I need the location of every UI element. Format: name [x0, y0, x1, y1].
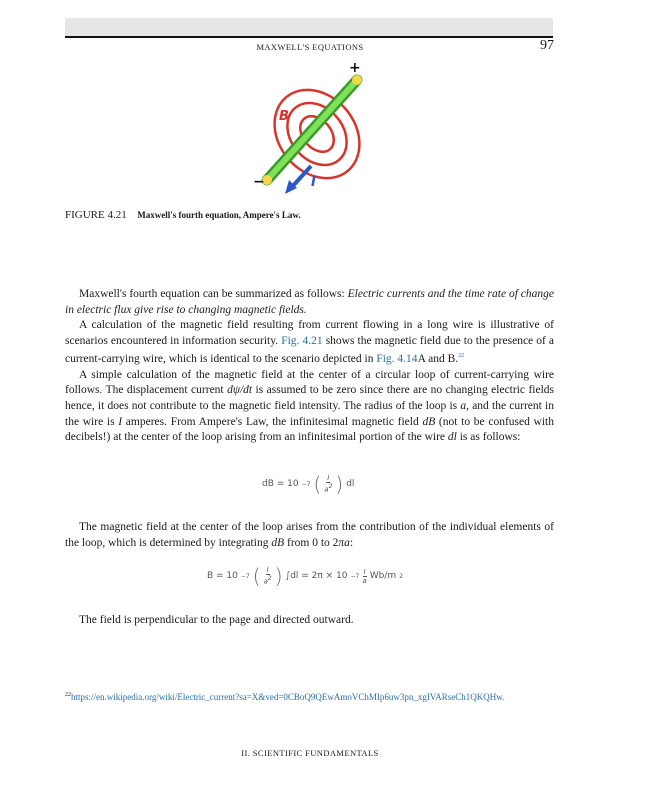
wire-tip-top: [352, 75, 362, 85]
equation-2: B = 10 −7 ( $\frac{I}{a2}$ ) ∫dl = 2π × 10 −7 $\frac{I}{a}$ Wb/m 2: [207, 564, 403, 588]
running-foot: II. SCIENTIFIC FUNDAMENTALS: [241, 748, 379, 758]
paragraph-5: The field is perpendicular to the page and directed outward.: [79, 614, 354, 626]
body-text: [65, 287, 554, 446]
paragraph-3: A simple calculation of the magnetic field at the center of a circular loop of current-carrying wire follows. The displacement current dψ/dt is assumed to be zero since there are no changing electric fields hence, it does not contribute to the magnetic field intensity. The radius of the loop is a, and the current in the wire is I amperes. From Ampere's Law, the infinitesimal magnetic field dB (not to be confused with decibels!) at the center of the loop arising from an infinitesimal portion of the wire dl is as follows:: [65, 368, 554, 444]
link-fig-4-14[interactable]: Fig. 4.14: [376, 353, 418, 366]
footnote-mark: 22: [65, 692, 71, 698]
equation-1: dB = 10 −7 ( $\frac{I}{a2}$ ) dl: [262, 472, 355, 496]
footnote-ref[interactable]: 22: [458, 353, 465, 360]
figure-label: FIGURE 4.21: [65, 209, 127, 221]
i-label: I: [311, 175, 316, 190]
footnote: [65, 688, 554, 705]
minus-label: −: [253, 174, 265, 190]
footnote-link[interactable]: https://en.wikipedia.org/wiki/Electric_current?sa=X&ved=0CBoQ9QEwAmoVChMIp6uw3pn_xgIVARseCh1QKQHw.: [71, 692, 505, 702]
paragraph-1: Maxwell's fourth equation can be summarized as follows: Electric currents and the time rate of change in electric flux give rise to changing magnetic fields.: [65, 288, 555, 316]
header-bar: [65, 18, 553, 36]
figure-caption-text: Maxwell's fourth equation, Ampere's Law.: [137, 210, 301, 220]
link-fig-4-21[interactable]: Fig. 4.21: [281, 334, 323, 347]
paragraph-2: A calculation of the magnetic field resulting from current flowing in a long wire is illustrative of scenarios encountered in information security. Fig. 4.21 shows the magnetic field due to the presence of a current-carrying wire, which is identical to the scenario depicted in Fig. 4.14A and B.$^{22}$: [65, 319, 555, 366]
header-rule: [65, 36, 553, 38]
running-head: MAXWELL'S EQUATIONS: [256, 42, 364, 52]
figure-caption: [65, 209, 301, 221]
paragraph-4: The magnetic field at the center of the loop arises from the contribution of the individual elements of the loop, which is determined by integrating dB from 0 to 2πa:: [65, 521, 554, 549]
page-number: 97: [540, 38, 554, 53]
plus-label: +: [349, 62, 361, 76]
figure-ampere-law: [245, 62, 375, 202]
b-label: B: [279, 109, 289, 124]
